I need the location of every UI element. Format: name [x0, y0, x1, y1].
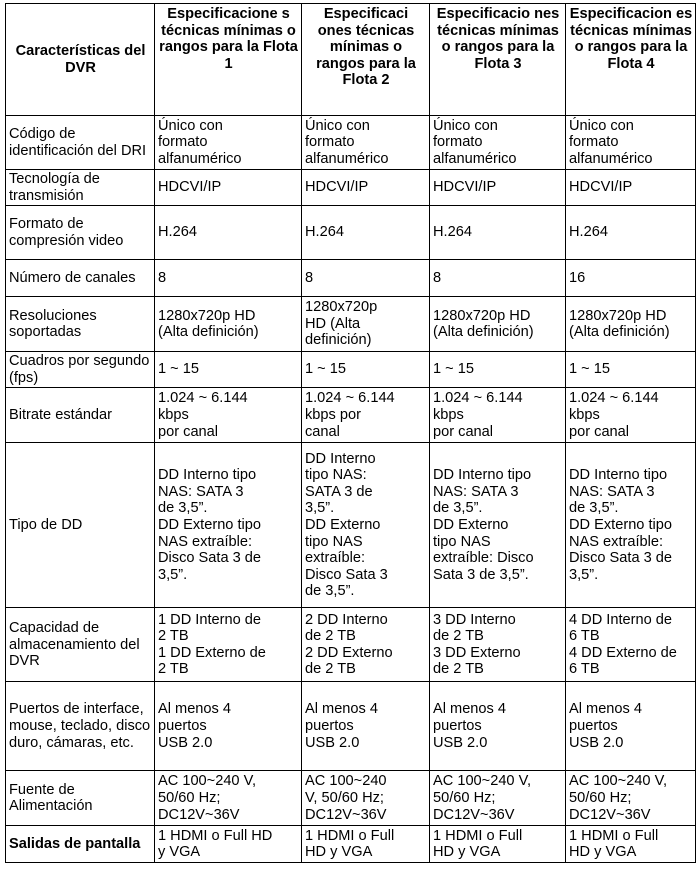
cell-text: HDCVI/IP — [305, 179, 369, 196]
table-cell — [430, 116, 566, 170]
table-cell — [566, 682, 696, 771]
cell-text: HDCVI/IP — [158, 179, 222, 196]
row-label: Tipo de DD — [6, 443, 155, 608]
cell-text: 1 ~ 15 — [158, 361, 199, 378]
table-cell — [155, 682, 302, 771]
table-cell — [302, 170, 430, 206]
table-cell — [302, 260, 430, 297]
table-cell — [155, 297, 302, 352]
table-cell — [430, 608, 566, 682]
cell-text: Único con formato alfanumérico — [569, 117, 653, 167]
table-row — [6, 443, 696, 608]
cell-text: HDCVI/IP — [569, 179, 633, 196]
table-cell — [566, 170, 696, 206]
table-cell — [155, 260, 302, 297]
table-cell — [302, 352, 430, 388]
cell-text: 8 — [433, 269, 442, 286]
table-cell — [566, 443, 696, 608]
row-label: Salidas de pantalla — [6, 826, 155, 863]
header-caracteristicas: Características del DVR — [6, 4, 155, 116]
table-cell — [302, 682, 430, 771]
row-label: Formato de compresión video — [6, 206, 155, 260]
dvr-spec-table — [5, 3, 696, 863]
cell-text: H.264 — [433, 224, 472, 241]
table-row — [6, 352, 696, 388]
cell-text: H.264 — [305, 224, 344, 241]
cell-text: 3 DD Interno de 2 TB 3 DD Externo de 2 TB — [433, 611, 521, 678]
cell-text: 1 HDMI o Full HD y VGA — [433, 827, 523, 861]
table-cell — [302, 206, 430, 260]
table-row — [6, 771, 696, 826]
cell-text: AC 100~240 V, 50/60 Hz; DC12V~36V — [158, 773, 257, 823]
cell-text: DD Interno tipo NAS: SATA 3 de 3,5”. DD Externo tipo NAS extraíble: Disco Sata 3 de 3,5”. — [158, 467, 262, 583]
cell-text: 8 — [305, 269, 314, 286]
cell-text: 1280x720p HD (Alta definición) — [569, 307, 670, 341]
table-cell — [566, 388, 696, 443]
cell-text: Único con formato alfanumérico — [158, 117, 242, 167]
row-label: Cuadros por segundo (fps) — [6, 352, 155, 388]
table-cell — [566, 771, 696, 826]
table-row — [6, 260, 696, 297]
cell-text: 1 HDMI o Full HD y VGA — [158, 827, 273, 861]
cell-text: Al menos 4 puertos USB 2.0 — [569, 701, 643, 751]
cell-text: 1 DD Interno de 2 TB 1 DD Externo de 2 TB — [158, 611, 266, 678]
table-row — [6, 682, 696, 771]
cell-text: 8 — [158, 269, 167, 286]
cell-text: 1.024 ~ 6.144 kbps por canal — [305, 390, 395, 440]
table-cell — [302, 443, 430, 608]
table-row — [6, 116, 696, 170]
table-cell — [302, 388, 430, 443]
table-cell — [566, 116, 696, 170]
table-cell — [155, 352, 302, 388]
table-cell — [155, 608, 302, 682]
cell-text: 4 DD Interno de 6 TB 4 DD Externo de 6 TB — [569, 611, 677, 678]
table-cell — [155, 826, 302, 863]
table-cell — [430, 388, 566, 443]
cell-text: 1 ~ 15 — [305, 361, 346, 378]
cell-text: Al menos 4 puertos USB 2.0 — [433, 701, 507, 751]
header-flota-2: Especificaci ones técnicas mínimas o rangos para la Flota 2 — [302, 4, 430, 116]
table-cell — [430, 352, 566, 388]
row-label: Código de identificación del DRI — [6, 116, 155, 170]
cell-text: 16 — [569, 269, 586, 286]
cell-text: 1280x720p HD (Alta definición) — [433, 307, 534, 341]
row-label: Fuente de Alimentación — [6, 771, 155, 826]
cell-text: HDCVI/IP — [433, 179, 497, 196]
row-label: Capacidad de almacenamiento del DVR — [6, 608, 155, 682]
header-flota-4: Especificacion es técnicas mínimas o rangos para la Flota 4 — [566, 4, 696, 116]
table-cell — [155, 771, 302, 826]
table-cell — [430, 682, 566, 771]
table-cell — [302, 826, 430, 863]
header-row — [6, 4, 696, 116]
cell-text: 1 ~ 15 — [569, 361, 610, 378]
table-cell — [430, 206, 566, 260]
cell-text: 1 HDMI o Full HD y VGA — [305, 827, 395, 861]
cell-text: AC 100~240 V, 50/60 Hz; DC12V~36V — [569, 773, 668, 823]
cell-text: H.264 — [158, 224, 197, 241]
table-cell — [430, 443, 566, 608]
cell-text: 1.024 ~ 6.144 kbps por canal — [569, 390, 659, 440]
table-cell — [430, 826, 566, 863]
cell-text: Único con formato alfanumérico — [305, 117, 389, 167]
cell-text: 1.024 ~ 6.144 kbps por canal — [158, 390, 248, 440]
row-label: Puertos de interface, mouse, teclado, disco duro, cámaras, etc. — [6, 682, 155, 771]
table-cell — [430, 771, 566, 826]
table-cell — [430, 297, 566, 352]
cell-text: AC 100~240 V, 50/60 Hz; DC12V~36V — [305, 773, 387, 823]
header-flota-3: Especificacio nes técnicas mínimas o rangos para la Flota 3 — [430, 4, 566, 116]
cell-text: Único con formato alfanumérico — [433, 117, 517, 167]
table-cell — [155, 206, 302, 260]
table-row — [6, 608, 696, 682]
cell-text: 1280x720p HD (Alta definición) — [305, 299, 378, 349]
header-flota-1: Especificacione s técnicas mínimas o rangos para la Flota 1 — [155, 4, 302, 116]
table-row — [6, 388, 696, 443]
row-label: Bitrate estándar — [6, 388, 155, 443]
row-label: Resoluciones soportadas — [6, 297, 155, 352]
table-cell — [155, 116, 302, 170]
cell-text: Al menos 4 puertos USB 2.0 — [158, 701, 232, 751]
cell-text: DD Interno tipo NAS: SATA 3 de 3,5”. DD Externo tipo NAS extraíble: Disco Sata 3 de 3,5”. — [569, 467, 673, 583]
table-cell — [566, 206, 696, 260]
table-cell — [566, 297, 696, 352]
cell-text: AC 100~240 V, 50/60 Hz; DC12V~36V — [433, 773, 532, 823]
cell-text: DD Interno tipo NAS: SATA 3 de 3,5”. DD Externo tipo NAS extraíble: Disco Sata 3 de 3,5”. — [433, 467, 534, 583]
cell-text: H.264 — [569, 224, 608, 241]
table-cell — [302, 608, 430, 682]
row-label: Tecnología de transmisión — [6, 170, 155, 206]
cell-text: 1280x720p HD (Alta definición) — [158, 307, 259, 341]
table-row — [6, 297, 696, 352]
table-cell — [302, 771, 430, 826]
table-cell — [155, 388, 302, 443]
table-cell — [302, 116, 430, 170]
table-cell — [155, 170, 302, 206]
cell-text: DD Interno tipo NAS: SATA 3 de 3,5”. DD Externo tipo NAS extraíble: Disco Sata 3 de 3,5”. — [305, 450, 388, 600]
cell-text: 1 ~ 15 — [433, 361, 474, 378]
table-cell — [155, 443, 302, 608]
table-row — [6, 206, 696, 260]
table-cell — [566, 608, 696, 682]
cell-text: 1 HDMI o Full HD y VGA — [569, 827, 659, 861]
cell-text: Al menos 4 puertos USB 2.0 — [305, 701, 379, 751]
table-row — [6, 170, 696, 206]
table-cell — [430, 170, 566, 206]
cell-text: 1.024 ~ 6.144 kbps por canal — [433, 390, 523, 440]
table-cell — [566, 260, 696, 297]
table-cell — [302, 297, 430, 352]
row-label: Número de canales — [6, 260, 155, 297]
table-cell — [430, 260, 566, 297]
table-cell — [566, 826, 696, 863]
cell-text: 2 DD Interno de 2 TB 2 DD Externo de 2 TB — [305, 611, 393, 678]
table-cell — [566, 352, 696, 388]
table-row — [6, 826, 696, 863]
